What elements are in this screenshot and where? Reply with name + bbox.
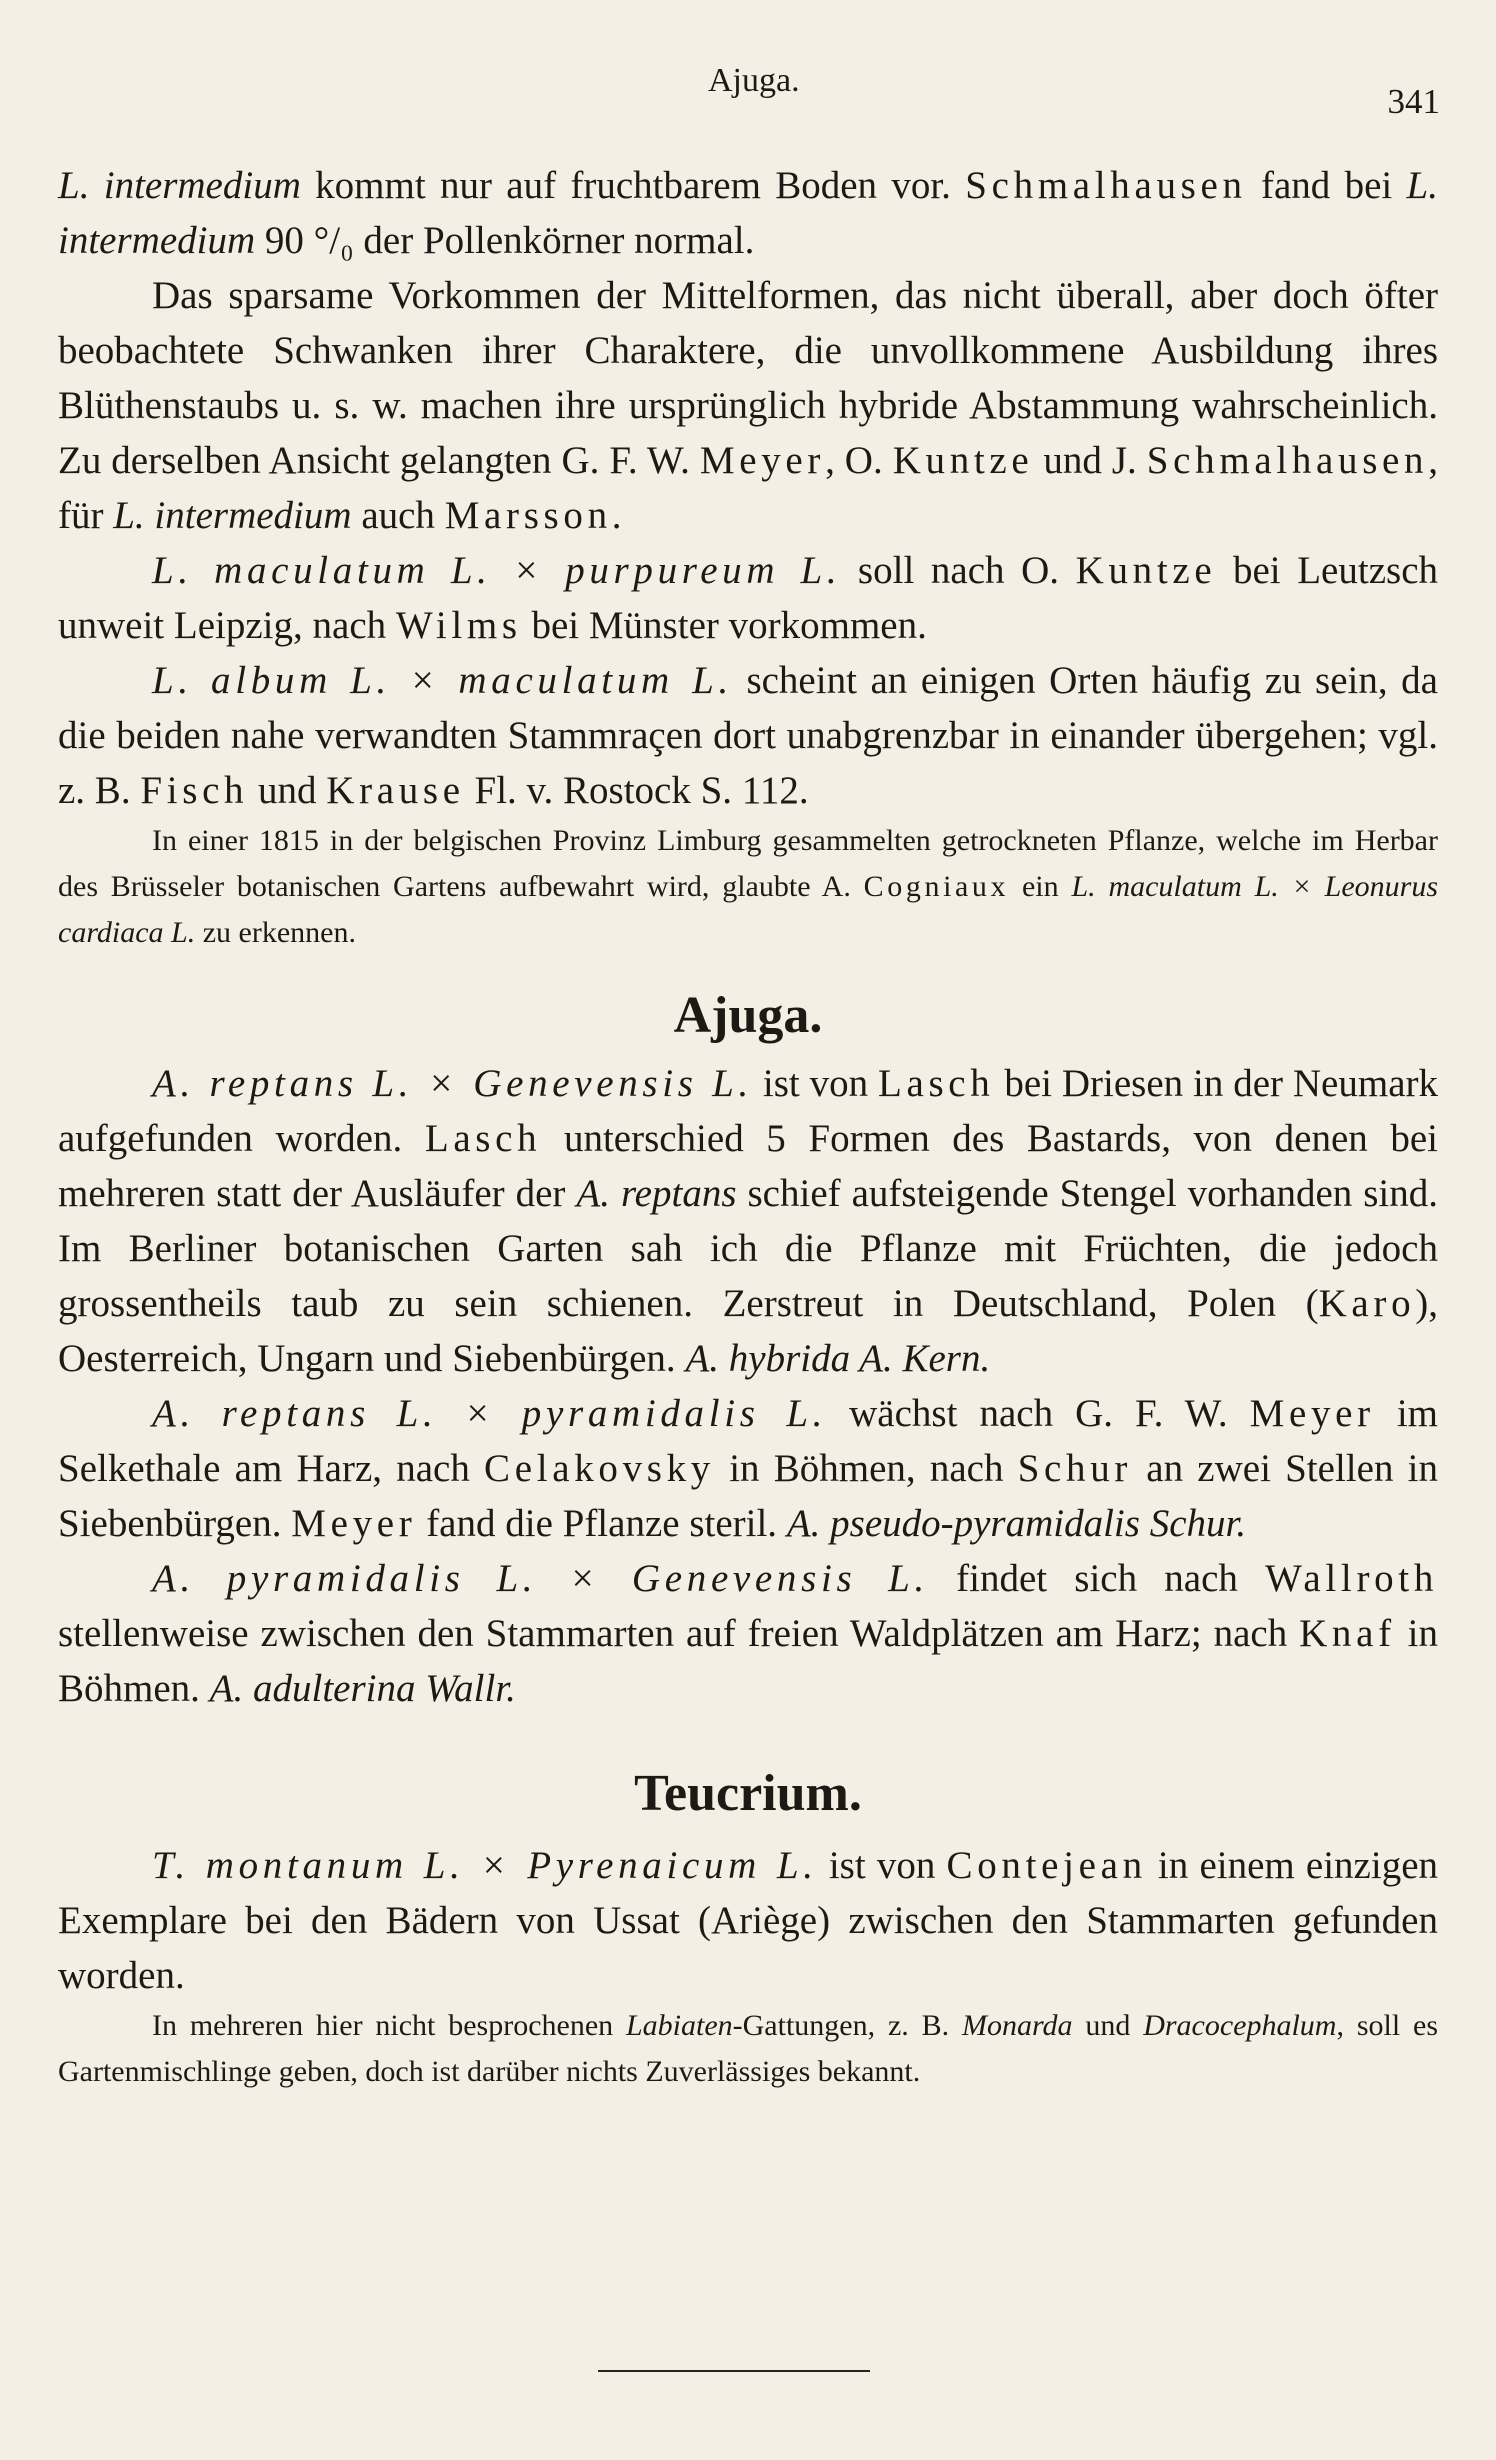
hybrid-formula: L. album L. × maculatum L. xyxy=(152,659,733,702)
page-header xyxy=(0,62,1496,122)
text-run: ist von xyxy=(752,1062,878,1105)
text-run: . xyxy=(611,494,622,537)
author-name: Kuntze xyxy=(1075,549,1217,592)
synonym-name: A. adulterina Wallr. xyxy=(209,1667,516,1710)
author-name: Karo xyxy=(1318,1282,1416,1325)
ajuga-section xyxy=(58,1056,1438,1716)
taxon-name: Dracocephalum xyxy=(1143,2009,1337,2042)
text-run: , soll es Gartenmischlinge geben, doch ist darüber nichts Zuverlässiges bekannt. xyxy=(58,2009,1438,2088)
text-run: In mehreren hier nicht besprochenen xyxy=(152,2009,626,2042)
page-number: 341 xyxy=(1387,82,1440,121)
hybrid-formula: A. reptans L. × pyramidalis L. xyxy=(152,1392,828,1435)
paragraph xyxy=(58,1551,1438,1716)
author-name: Knaf xyxy=(1299,1612,1396,1655)
hybrid-formula: T. montanum L. × Pyrenaicum L. xyxy=(152,1844,818,1887)
text-run: 90 °/₀ der Pollenkörner normal. xyxy=(255,219,755,262)
paragraph xyxy=(58,1386,1438,1551)
text-run: und xyxy=(248,769,327,812)
text-run: kommt nur auf fruchtbarem Boden vor. xyxy=(300,164,966,207)
text-run: und xyxy=(1072,2009,1144,2042)
author-name: Contejean xyxy=(946,1844,1147,1887)
text-run: in einem einzigen Exemplare bei den Bädern von Ussat (Ariège) zwischen den Stammarten gefunden worden. xyxy=(58,1844,1439,1997)
synonym-name: A. hybrida A. Kern. xyxy=(685,1337,991,1380)
text-run: , O. xyxy=(825,439,893,482)
taxon-name: Labiaten xyxy=(625,2009,733,2042)
paragraph xyxy=(58,543,1438,653)
text-run: Das sparsame Vorkommen der Mittelformen, das nicht überall, aber doch öfter beobachtete Schwanken ihrer Charaktere, die unvollkommene Ausbildung ihres Blüthenstaubs u. s. w. machen ihre ursprünglich hybride Abstammung wahrscheinlich. Zu derselben Ansicht gelangten G. F. W. xyxy=(58,274,1438,482)
text-run: auch xyxy=(351,494,445,537)
paragraph xyxy=(58,653,1438,818)
text-run: zu erkennen. xyxy=(195,916,356,949)
text-run: bei Driesen in der Neumark aufgefunden worden. xyxy=(58,1062,1438,1160)
teucrium-note xyxy=(58,2003,1438,2095)
author-name: Wilms xyxy=(395,604,522,647)
text-run: ein xyxy=(1009,870,1072,903)
taxon-name: L. intermedium xyxy=(113,494,352,537)
text-run: fand die Pflanze steril. xyxy=(416,1502,787,1545)
text-run: in Böhmen, nach xyxy=(715,1447,1018,1490)
text-run: und J. xyxy=(1033,439,1147,482)
taxon-name: L. intermedium xyxy=(58,164,301,207)
author-name: Marsson xyxy=(444,494,612,537)
taxon-name: Monarda xyxy=(961,2009,1073,2042)
author-name: Cogniaux xyxy=(863,870,1010,903)
author-name: Meyer xyxy=(1249,1392,1375,1435)
author-name: Lasch xyxy=(424,1117,542,1160)
author-name: Krause xyxy=(326,769,465,812)
text-run: soll nach O. xyxy=(841,549,1076,592)
lamium-note xyxy=(58,818,1438,956)
section-heading-ajuga: Ajuga. xyxy=(673,987,823,1044)
page-body xyxy=(58,158,1438,2095)
text-run: fand bei xyxy=(1246,164,1407,207)
teucrium-section xyxy=(58,1838,1438,2003)
author-name: Schmalhausen xyxy=(1146,439,1429,482)
text-run: Fl. v. Rostock S. 112. xyxy=(464,769,809,812)
author-name: Lasch xyxy=(877,1062,995,1105)
hybrid-formula: L. maculatum L. × Leonurus cardiaca L. xyxy=(58,870,1438,949)
text-run: bei Leutzsch unweit Leipzig, nach xyxy=(58,549,1438,647)
section-heading-teucrium: Teucrium. xyxy=(634,1765,862,1822)
closing-rule xyxy=(598,2370,870,2372)
text-run: In einer 1815 in der belgischen Provinz Limburg gesammelten getrockneten Pflanze, welche im Herbar des Brüsseler botanischen Gartens aufbewahrt wird, glaubte A. xyxy=(58,824,1438,903)
author-name: Meyer xyxy=(291,1502,417,1545)
text-run: -Gattungen, z. B. xyxy=(732,2009,962,2042)
taxon-name: L. intermedium xyxy=(58,164,1438,262)
lamium-section xyxy=(58,158,1438,818)
hybrid-formula: L. maculatum L. × purpureum L. xyxy=(152,549,842,592)
text-run: in Böhmen. xyxy=(58,1612,1438,1710)
paragraph xyxy=(58,268,1438,543)
hybrid-formula: A. pyramidalis L. × Genevensis L. xyxy=(152,1557,929,1600)
text-run: bei Münster vorkommen. xyxy=(521,604,927,647)
text-run: wächst nach G. F. W. xyxy=(827,1392,1250,1435)
text-run: an zwei Stellen in Siebenbürgen. xyxy=(58,1447,1438,1545)
text-run: findet sich nach xyxy=(928,1557,1266,1600)
text-run: scheint an einigen Orten häufig zu sein, da die beiden nahe verwandten Stammraçen dort unabgrenzbar in einander übergehen; vgl. z. B. xyxy=(58,659,1438,812)
running-head: Ajuga. xyxy=(708,62,800,99)
small-print-paragraph xyxy=(58,818,1438,956)
paragraph xyxy=(58,1056,1438,1386)
author-name: Schur xyxy=(1017,1447,1133,1490)
author-name: Celakovsky xyxy=(484,1447,715,1490)
small-print-paragraph xyxy=(58,2003,1438,2095)
author-name: Fisch xyxy=(140,769,249,812)
taxon-name: A. reptans xyxy=(576,1172,737,1215)
author-name: Wallroth xyxy=(1265,1557,1438,1600)
text-run: ist von xyxy=(817,1844,947,1887)
paragraph xyxy=(58,158,1438,268)
paragraph xyxy=(58,1838,1438,2003)
hybrid-formula: A. reptans L. × Genevensis L. xyxy=(152,1062,753,1105)
synonym-name: A. pseudo-pyramidalis Schur. xyxy=(786,1502,1247,1545)
text-run: , für xyxy=(58,439,1438,537)
author-name: Schmalhausen xyxy=(965,164,1247,207)
text-run: schief aufsteigende Stengel vorhanden sind. Im Berliner botanischen Garten sah ich die Pflanze mit Früchten, die jedoch grossentheils taub zu sein schienen. Zerstreut in Deutschland, Polen ( xyxy=(58,1172,1438,1325)
text-run: unterschied 5 Formen des Bastards, von denen bei mehreren statt der Ausläufer der xyxy=(58,1117,1438,1215)
text-run: ), Oesterreich, Ungarn und Siebenbürgen. xyxy=(58,1282,1438,1380)
text-run: stellenweise zwischen den Stammarten auf freien Waldplätzen am Harz; nach xyxy=(58,1612,1300,1655)
text-run: im Selkethale am Harz, nach xyxy=(58,1392,1438,1490)
author-name: Kuntze xyxy=(892,439,1034,482)
author-name: Meyer xyxy=(699,439,826,482)
